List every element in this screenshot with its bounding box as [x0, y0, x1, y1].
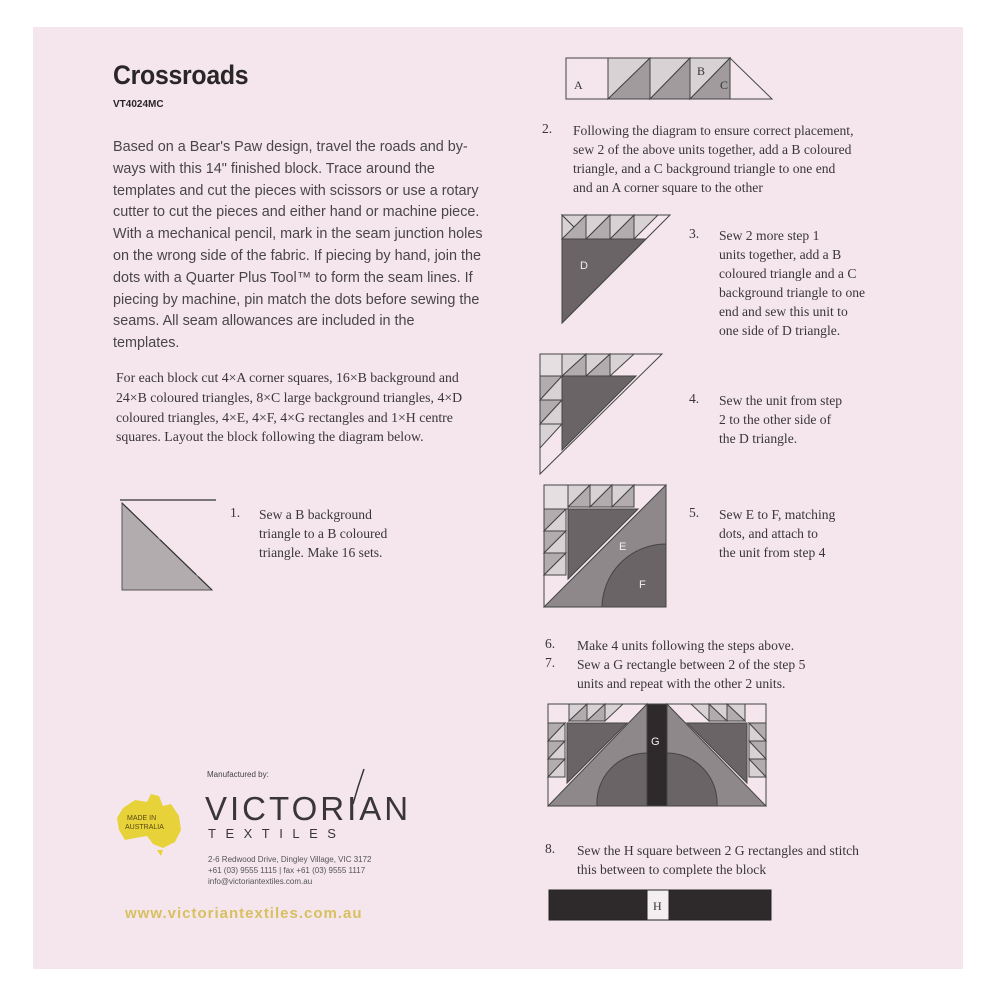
step-line: triangle to a B coloured: [259, 526, 388, 541]
step-line: dots, and attach to: [719, 526, 818, 541]
step-line: the D triangle.: [719, 431, 798, 446]
step-4-text: [719, 391, 842, 448]
step-1-text: [259, 505, 387, 562]
step-line: Sew 2 more step 1: [719, 228, 820, 243]
label-d: D: [580, 260, 588, 272]
step-7-text: [577, 655, 805, 693]
step-line: sew 2 of the above units together, add a B coloured: [573, 142, 852, 157]
intro-paragraph: Based on a Bear's Paw design, travel the roads and by-ways with this 14" finished block. Trace around the templates and cut the pieces with scissors or use a rotary cutter to cut the pieces and either hand or machine piece. With a mechanical pencil, mark in the seam junction holes on the wrong side of the fabric. If piecing by hand, join the dots with a Quarter Plus Tool™ to form the seam lines. If piecing by machine, pin match the dots before sewing the seams. All seam allowances are included in the templates.: [113, 139, 483, 352]
address: 2-6 Redwood Drive, Dingley Village, VIC 3172: [208, 855, 372, 864]
step-2-text: [573, 121, 853, 197]
step-3-diagram: [560, 213, 675, 328]
brand-swoosh: [350, 768, 366, 808]
label-e: E: [619, 541, 627, 553]
website-link[interactable]: www.victoriantextiles.com.au: [125, 905, 363, 922]
label-g: G: [651, 736, 660, 748]
step-2-number: 2.: [542, 121, 553, 136]
brand-subtitle: TEXTILES: [208, 826, 346, 841]
step-line: Sew the H square between 2 G rectangles and stitch: [577, 843, 859, 858]
step-line: end and sew this unit to: [719, 304, 848, 319]
cutting-list: For each block cut 4×A corner squares, 16×B background and 24×B coloured triangles, 8×C large background triangles, 4×D coloured triangles, 4×E, 4×F, 4×G rectangles and 1×H centre squares. Layout the block following the diagram below.: [116, 370, 463, 445]
step-line: triangle. Make 16 sets.: [259, 545, 383, 560]
label-f: F: [639, 579, 646, 591]
manufactured-by-label: Manufactured by:: [207, 770, 269, 779]
badge-line-1: MADE IN: [127, 815, 157, 822]
step-8-text: [577, 841, 859, 879]
step-4-number: 4.: [689, 391, 700, 406]
step-line: and an A corner square to the other: [573, 180, 763, 195]
step-line: Sew E to F, matching: [719, 507, 836, 522]
step-4-diagram: [538, 352, 668, 477]
page-title: Crossroads: [113, 60, 249, 90]
step-line: units and repeat with the other 2 units.: [577, 676, 786, 691]
step-line: 2 to the other side of: [719, 412, 832, 427]
label-c: C: [720, 78, 729, 92]
label-b: B: [697, 64, 706, 78]
step-7-diagram: [547, 703, 769, 809]
step-1-diagram: [120, 498, 220, 593]
step-3-number: 3.: [689, 226, 700, 241]
step-line: the unit from step 4: [719, 545, 826, 560]
step-8-number: 8.: [545, 841, 556, 856]
step-5-diagram: [543, 484, 669, 610]
australia-badge: [113, 790, 185, 860]
step-6-text: Make 4 units following the steps above.: [577, 638, 795, 653]
label-h: H: [653, 899, 662, 913]
step-3-text: [719, 226, 865, 340]
step-6-number: 6.: [545, 636, 556, 651]
badge-line-2: AUSTRALIA: [125, 824, 164, 831]
step-line: triangle, and a C background triangle to one end: [573, 161, 836, 176]
phone: +61 (03) 9555 1115 | fax +61 (03) 9555 1117: [208, 866, 366, 875]
step-line: coloured triangle and a C: [719, 266, 857, 281]
step-1-number: 1.: [230, 505, 241, 520]
step-5-number: 5.: [689, 505, 700, 520]
step-line: Sew the unit from step: [719, 393, 843, 408]
step-line: background triangle to one: [719, 285, 866, 300]
step-5-text: [719, 505, 835, 562]
step-line: Sew a B background: [259, 507, 372, 522]
step-line: this between to complete the block: [577, 862, 767, 877]
brand-name: VICTORIAN: [205, 790, 412, 827]
step-8-diagram: [548, 889, 774, 923]
label-a: A: [574, 78, 583, 92]
step-2-diagram: [566, 58, 776, 103]
email: info@victoriantextiles.com.au: [208, 877, 313, 886]
product-code: VT4024MC: [113, 99, 164, 110]
step-line: Following the diagram to ensure correct placement,: [573, 123, 854, 138]
step-line: one side of D triangle.: [719, 323, 841, 338]
step-line: Sew a G rectangle between 2 of the step 5: [577, 657, 806, 672]
step-line: units together, add a B: [719, 247, 842, 262]
step-7-number: 7.: [545, 655, 556, 670]
